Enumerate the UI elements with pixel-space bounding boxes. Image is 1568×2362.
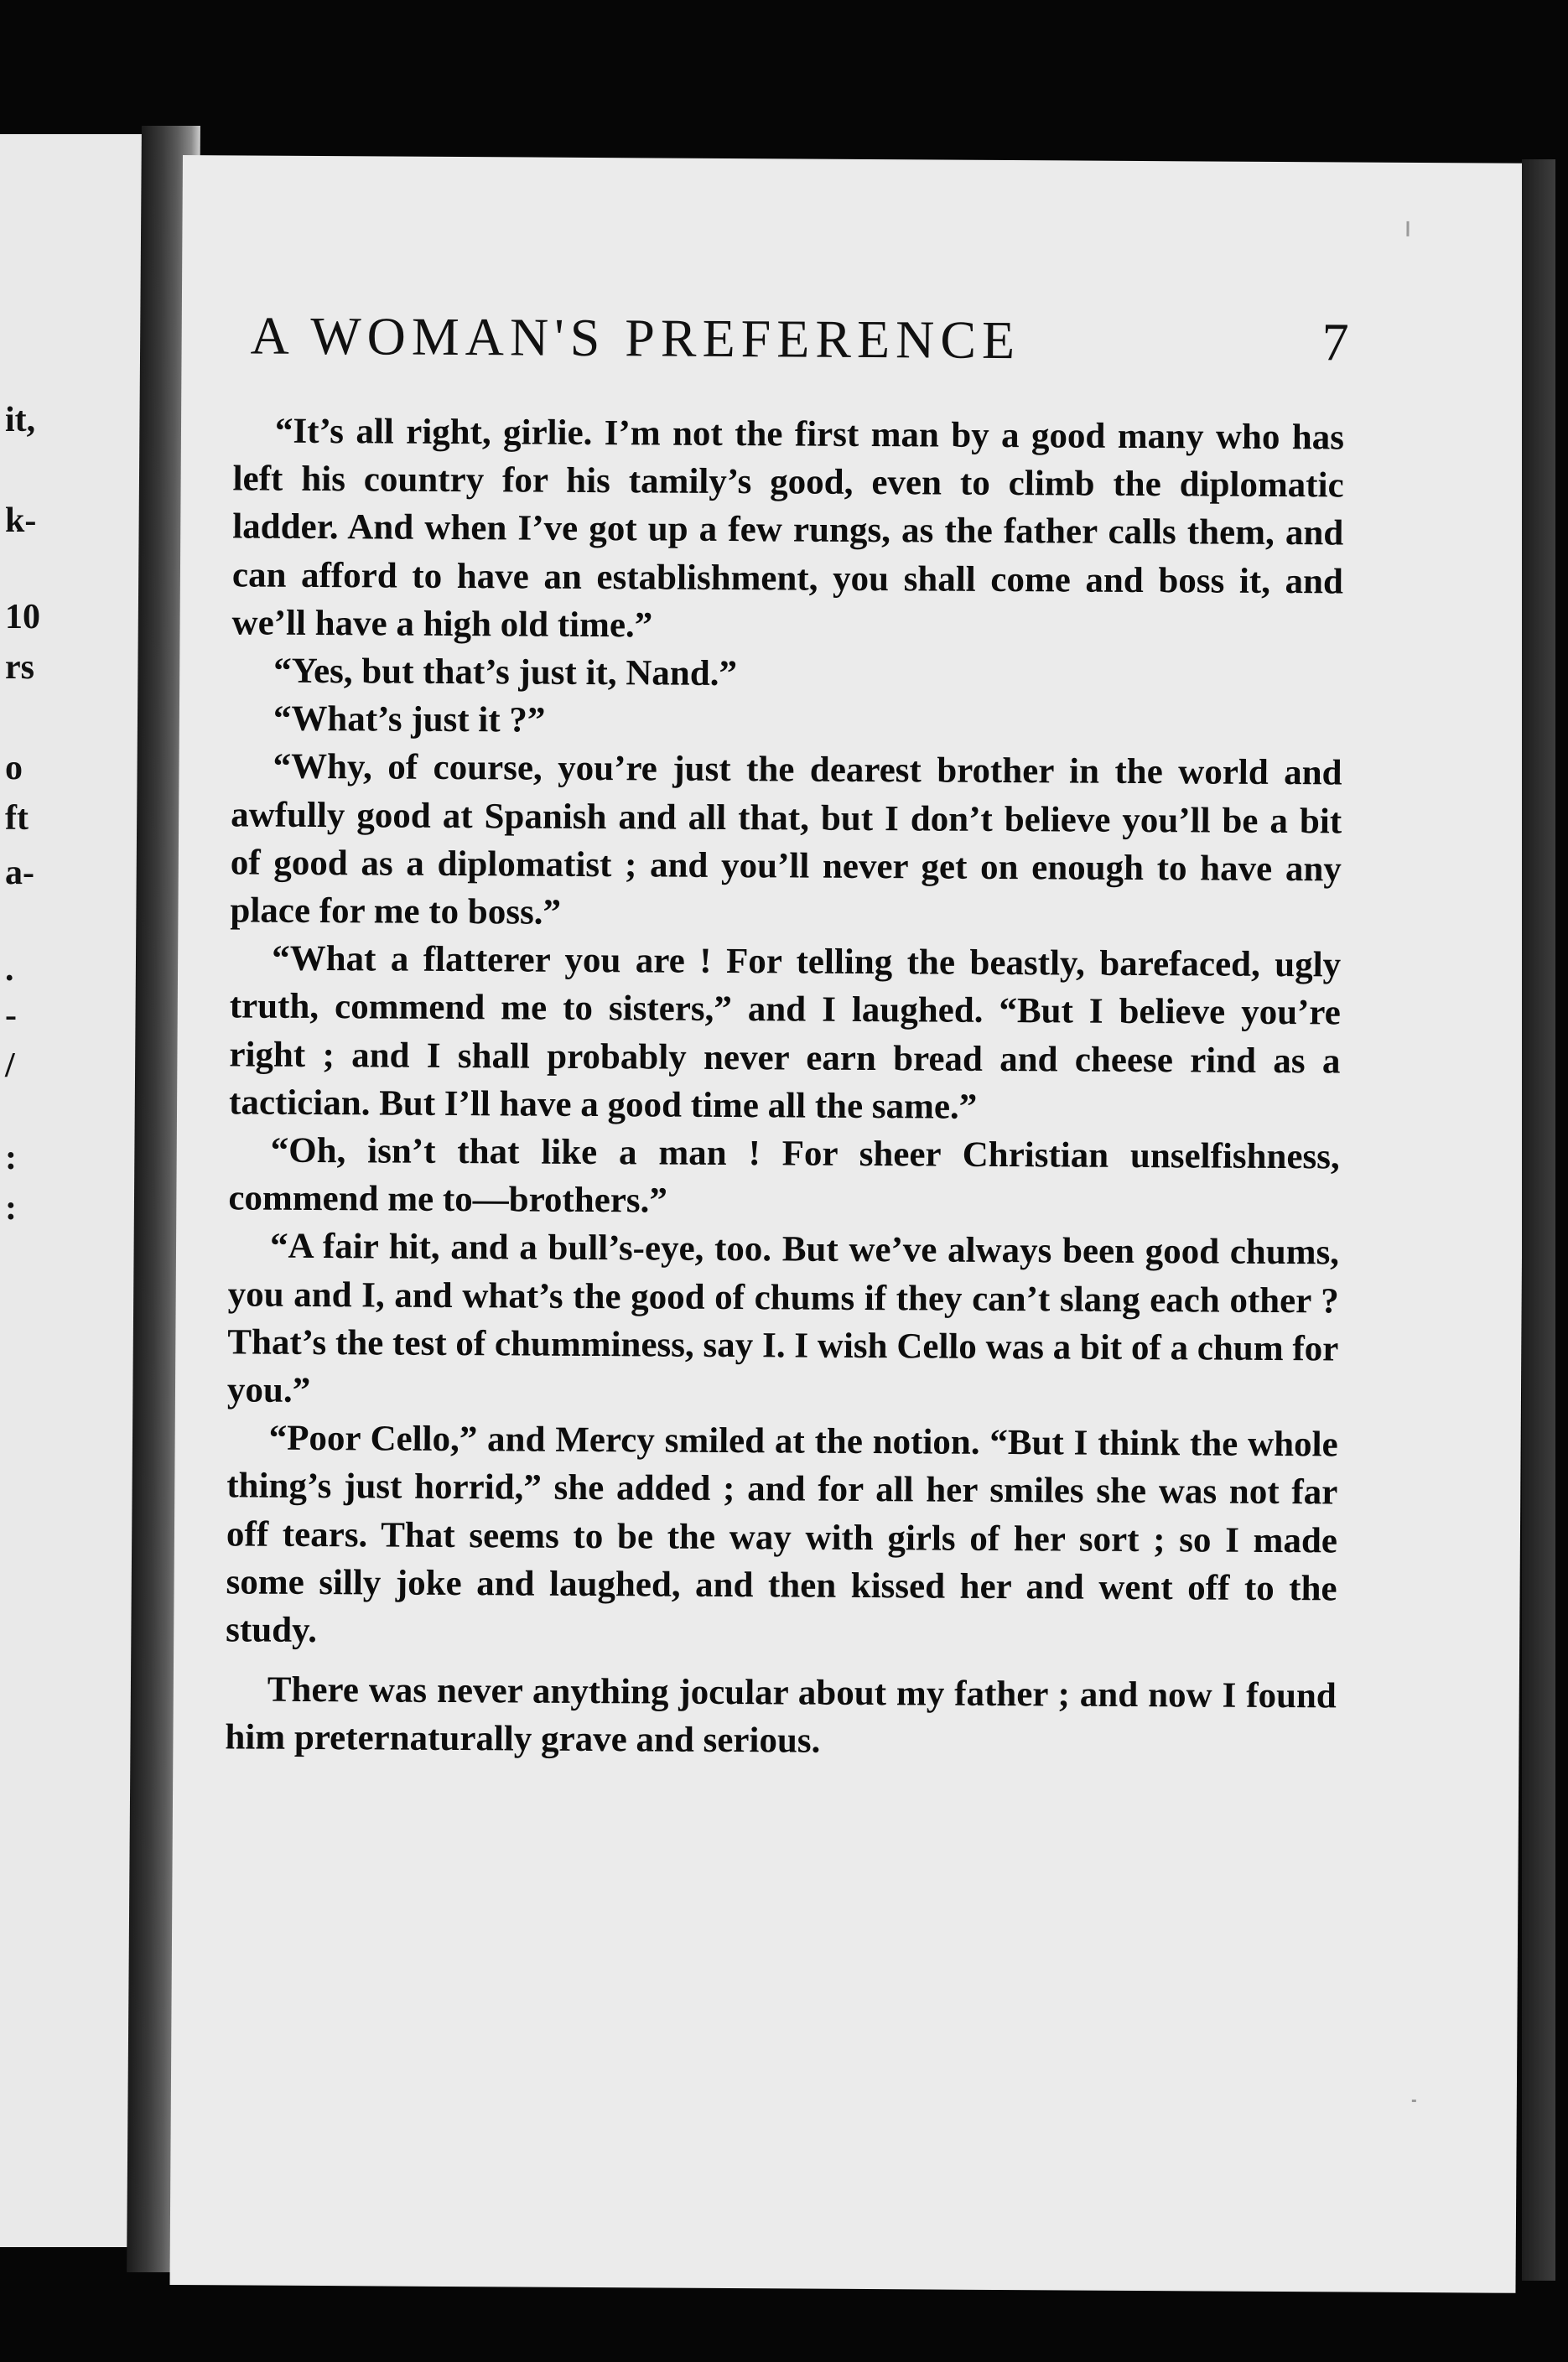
paper-speck (1412, 2100, 1416, 2102)
facing-page-text: / (5, 1046, 15, 1085)
paragraph: “What a flatterer you are ! For telling the beastly, barefaced, ugly truth, commend me to sisters,” and I laughed. “But I believe you’re right ; and I shall probably never earn bread and cheese rind as a tactician. But I’ll have a good time all the same.” (228, 938, 1342, 1127)
facing-page-text: rs (5, 648, 34, 687)
paragraph: “Why, of course, you’re just the dearest brother in the world and awfully good at Spanish and all that, but I don’t believe you’ll be a bit of good as a diplomatist ; and you’ll never get on enough to have any place for me to boss.” (230, 747, 1342, 932)
facing-page-text: 10 (5, 598, 40, 636)
paragraph: “Poor Cello,” and Mercy smiled at the notion. “But I think the whole thing’s just horrid,” she added ; and for all her smiles she was not far off tears. That seems to be the way with girls of her sort ; so I made some silly joke and laughed, and then kissed her and went off to the study. (226, 1418, 1338, 1651)
paragraph: There was never anything jocular about my father ; and now I found him preternaturally grave and serious. (225, 1669, 1337, 1762)
paragraph: “It’s all right, girlie. I’m not the first man by a good many who has left his country for his tamily’s good, even to climb the diplomatic ladder. And when I’ve got up a few rungs, as the father calls them, and can afford to have an establishment, you shall come and boss it, and we’ll have a high old time.” (231, 411, 1345, 646)
paragraph: “A fair hit, and a bull’s-eye, too. But we’ve always been good chums, you and I, and what’s the good of chums if they can’t slang each other ? That’s the test of chumminess, say I. I wish Cello was a bit of a chum for you.” (226, 1227, 1340, 1411)
running-head (250, 304, 1348, 373)
facing-page-text: . (5, 950, 14, 989)
facing-page-text: a- (5, 854, 34, 892)
facing-page-fragment (0, 134, 149, 2247)
paragraph: “Yes, but that’s just it, Nand.” (273, 651, 738, 694)
facing-page-text: o (5, 749, 23, 787)
facing-page-text: k- (5, 501, 37, 540)
facing-page-text: : (5, 1189, 17, 1228)
page-number: 7 (1321, 312, 1349, 372)
page-edge-shadow (1522, 159, 1555, 2281)
book-page (169, 155, 1528, 2293)
running-title: A WOMAN'S PREFERENCE (250, 305, 1021, 371)
facing-page-text: - (5, 996, 17, 1035)
body-text (225, 407, 1344, 1768)
paragraph: “What’s just it ?” (273, 698, 546, 740)
paper-speck (1406, 221, 1409, 236)
facing-page-text: it, (5, 401, 36, 439)
facing-page-text: : (5, 1139, 17, 1177)
paragraph: “Oh, isn’t that like a man ! For sheer Christian unselfishness, commend me to—brothers.” (228, 1130, 1340, 1221)
facing-page-text: ft (5, 799, 29, 838)
